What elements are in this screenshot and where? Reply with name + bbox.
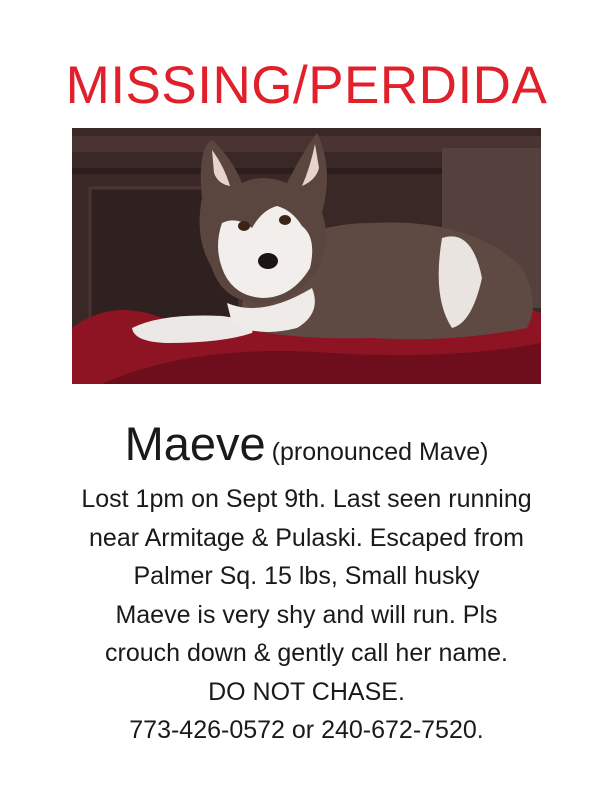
husky-dog-photo-icon bbox=[72, 128, 541, 384]
detail-line: near Armitage & Pulaski. Escaped from bbox=[89, 523, 524, 552]
detail-line-warning: DO NOT CHASE. bbox=[208, 677, 405, 706]
headline: MISSING/PERDIDA bbox=[65, 56, 548, 115]
pronunciation: (pronounced Mave) bbox=[271, 438, 489, 466]
detail-line: crouch down & gently call her name. bbox=[105, 639, 508, 667]
detail-line: Maeve is very shy and will run. Pls bbox=[115, 600, 498, 629]
dog-photo bbox=[72, 128, 541, 384]
detail-line: Palmer Sq. 15 lbs, Small husky bbox=[133, 562, 480, 590]
pet-name: Maeve bbox=[124, 417, 266, 470]
pet-name-line bbox=[0, 416, 613, 472]
detail-line: Lost 1pm on Sept 9th. Last seen running bbox=[81, 485, 532, 513]
details-block bbox=[0, 480, 613, 750]
contact-phones: 773-426-0572 or 240-672-7520. bbox=[129, 716, 484, 744]
